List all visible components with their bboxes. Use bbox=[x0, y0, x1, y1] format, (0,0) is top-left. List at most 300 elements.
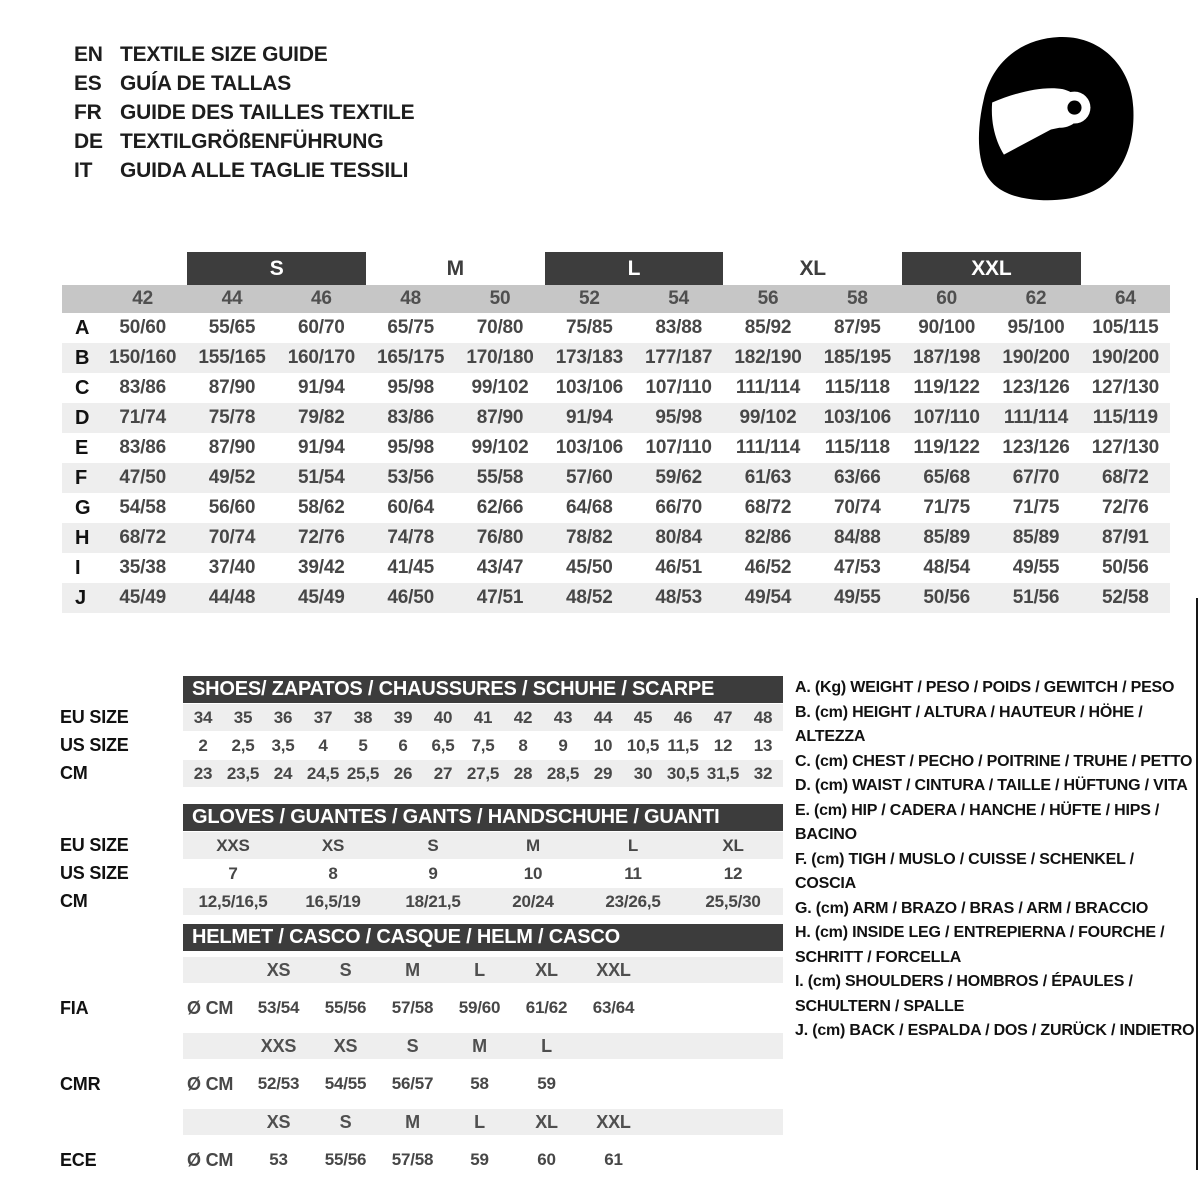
size-group-xl: XL bbox=[799, 256, 826, 280]
size-value: 190/200 bbox=[1091, 347, 1159, 368]
size-value: 28 bbox=[513, 763, 533, 783]
size-value: 56/57 bbox=[391, 1074, 434, 1093]
size-value: 37 bbox=[313, 707, 333, 727]
table-row bbox=[62, 553, 1170, 583]
table-row bbox=[60, 832, 785, 859]
size-value: 103/106 bbox=[555, 377, 623, 398]
size-value: 13 bbox=[753, 735, 773, 755]
size-value: 20/24 bbox=[512, 891, 554, 911]
row-values bbox=[183, 732, 783, 759]
row-letter: H bbox=[75, 526, 90, 549]
table-row bbox=[60, 860, 785, 887]
size-value: 10,5 bbox=[626, 735, 660, 755]
size-value: 99/102 bbox=[471, 377, 529, 398]
size-value: 187/198 bbox=[913, 347, 981, 368]
size-value: 91/94 bbox=[298, 377, 345, 398]
table-row bbox=[62, 313, 1170, 343]
size-value: XXS bbox=[216, 835, 250, 855]
size-value: 47/53 bbox=[834, 557, 881, 578]
size-number-row bbox=[62, 285, 1170, 313]
size-value: XS bbox=[321, 835, 345, 855]
size-group-xxl: XXL bbox=[902, 252, 1081, 285]
size-value: 57/60 bbox=[566, 467, 613, 488]
size-value: 52/58 bbox=[1102, 587, 1149, 608]
size-label: XXS bbox=[260, 1035, 297, 1056]
language-code: IT bbox=[74, 159, 93, 182]
size-value: 45/50 bbox=[566, 557, 613, 578]
helmet-size-table bbox=[60, 924, 785, 1180]
table-row bbox=[60, 888, 785, 915]
size-label: M bbox=[472, 1035, 487, 1056]
size-value: 31,5 bbox=[706, 763, 740, 783]
guide-title: TEXTILGRÖßENFÜHRUNG bbox=[120, 130, 384, 153]
size-value: 87/91 bbox=[1102, 527, 1149, 548]
size-value: 48/53 bbox=[655, 587, 702, 608]
row-letter: C bbox=[75, 376, 90, 399]
size-value: 48 bbox=[753, 707, 773, 727]
size-value: 185/195 bbox=[823, 347, 891, 368]
size-value: 72/76 bbox=[298, 527, 345, 548]
racing-helmet-icon bbox=[972, 30, 1140, 202]
size-value: 53/54 bbox=[257, 998, 300, 1017]
row-values bbox=[183, 1028, 783, 1064]
size-value: 95/98 bbox=[655, 407, 702, 428]
size-value: 29 bbox=[593, 763, 613, 783]
size-value: 103/106 bbox=[823, 407, 891, 428]
size-value: 38 bbox=[353, 707, 373, 727]
size-value: 24 bbox=[273, 763, 293, 783]
size-value: 115/118 bbox=[824, 437, 890, 458]
row-letter: E bbox=[75, 436, 89, 459]
size-value: 82/86 bbox=[744, 527, 792, 548]
size-value: 46/51 bbox=[655, 557, 702, 578]
row-values bbox=[183, 832, 783, 859]
size-value: 59 bbox=[537, 1074, 556, 1093]
size-value: 50/56 bbox=[1102, 557, 1149, 578]
size-value: 25,5 bbox=[346, 763, 380, 783]
size-value: 30 bbox=[633, 763, 653, 783]
size-value: 111/114 bbox=[735, 437, 801, 458]
size-value: 50/56 bbox=[923, 587, 970, 608]
size-value: 36 bbox=[273, 707, 293, 727]
size-value: 190/200 bbox=[1002, 347, 1070, 368]
standard-label: CMR bbox=[60, 1073, 101, 1094]
row-label-spacer bbox=[60, 676, 183, 703]
size-value: 48/52 bbox=[566, 587, 613, 608]
legend-text: J. (cm) BACK / ESPALDA / DOS / ZURÜCK / INDIETRO bbox=[795, 1022, 1195, 1039]
row-values bbox=[183, 1104, 783, 1140]
size-label: XS bbox=[266, 959, 291, 980]
standard-label: FIA bbox=[60, 997, 89, 1018]
size-value: 83/86 bbox=[387, 407, 434, 428]
size-value: 39/42 bbox=[298, 557, 345, 578]
size-number: 64 bbox=[1114, 288, 1136, 309]
size-value: 173/183 bbox=[555, 347, 623, 368]
size-value: 6 bbox=[398, 735, 408, 755]
size-value: 91/94 bbox=[298, 437, 345, 458]
table-row bbox=[62, 493, 1170, 523]
size-value: 177/187 bbox=[645, 347, 713, 368]
size-value: 65/75 bbox=[387, 317, 434, 338]
shoes-size-table bbox=[60, 676, 785, 788]
size-value: 44/48 bbox=[208, 587, 256, 608]
size-value: 80/84 bbox=[655, 527, 702, 548]
size-value: 58 bbox=[470, 1074, 489, 1093]
size-value: 34 bbox=[193, 707, 213, 727]
size-label: M bbox=[405, 1111, 420, 1132]
size-value: 35/38 bbox=[119, 557, 166, 578]
language-code: FR bbox=[74, 101, 102, 124]
size-value: 61 bbox=[604, 1150, 623, 1169]
guide-title: GUIDE DES TAILLES TEXTILE bbox=[120, 101, 415, 124]
size-value: 85/89 bbox=[1012, 527, 1060, 548]
size-value: 11 bbox=[624, 863, 642, 883]
legend-text: H. (cm) INSIDE LEG / ENTREPIERNA / FOURCHE / SCHRITT / FORCELLA bbox=[795, 924, 1165, 966]
size-value: 70/80 bbox=[476, 317, 524, 338]
size-value: 2,5 bbox=[231, 735, 255, 755]
table-row bbox=[62, 523, 1170, 553]
size-label: S bbox=[406, 1035, 419, 1056]
size-value: 7,5 bbox=[471, 735, 495, 755]
row-label: EU SIZE bbox=[60, 835, 129, 855]
size-value: 12 bbox=[713, 735, 733, 755]
size-value: 49/52 bbox=[208, 467, 256, 488]
size-number: 46 bbox=[310, 288, 332, 309]
size-value: 95/98 bbox=[387, 377, 434, 398]
size-value: 51/56 bbox=[1012, 587, 1060, 608]
size-number: 52 bbox=[578, 288, 600, 309]
size-value: 46/50 bbox=[387, 587, 434, 608]
size-value: 53 bbox=[269, 1150, 288, 1169]
diameter-unit-label: Ø CM bbox=[187, 1073, 234, 1094]
size-value: 47/50 bbox=[119, 467, 166, 488]
row-label-spacer bbox=[60, 1104, 183, 1140]
size-value: 123/126 bbox=[1002, 377, 1070, 398]
size-number: 50 bbox=[489, 288, 511, 309]
size-value: 53/56 bbox=[387, 467, 434, 488]
size-value: 46 bbox=[673, 707, 693, 727]
size-label: XS bbox=[266, 1111, 291, 1132]
size-value: 57/58 bbox=[391, 998, 434, 1017]
size-value: 58/62 bbox=[298, 497, 345, 518]
size-value: 43 bbox=[553, 707, 573, 727]
size-number: 54 bbox=[668, 288, 690, 309]
row-label: US SIZE bbox=[60, 863, 129, 883]
size-value: 182/190 bbox=[734, 347, 802, 368]
size-value: 85/92 bbox=[744, 317, 792, 338]
size-value: 43/47 bbox=[476, 557, 524, 578]
row-label-spacer bbox=[60, 804, 183, 831]
size-value: 37/40 bbox=[208, 557, 256, 578]
size-number: 42 bbox=[132, 288, 154, 309]
size-value: 3,5 bbox=[271, 735, 295, 755]
size-value: 87/90 bbox=[476, 407, 524, 428]
size-value: 91/94 bbox=[566, 407, 613, 428]
helmet-title-bar: HELMET / CASCO / CASQUE / HELM / CASCO bbox=[183, 924, 783, 951]
diameter-unit-label: Ø CM bbox=[187, 1149, 234, 1170]
size-value: 66/70 bbox=[655, 497, 702, 518]
size-value: 45/49 bbox=[298, 587, 345, 608]
size-value: 59 bbox=[470, 1150, 489, 1169]
size-value: 16,5/19 bbox=[305, 891, 361, 911]
size-value: 95/100 bbox=[1007, 317, 1065, 338]
legend-entry bbox=[795, 750, 1197, 775]
size-value: 49/55 bbox=[834, 587, 881, 608]
language-row bbox=[74, 40, 414, 69]
size-corner-cell bbox=[62, 285, 98, 313]
row-values bbox=[183, 1142, 783, 1178]
right-edge-rule bbox=[1196, 598, 1198, 1170]
table-row bbox=[62, 433, 1170, 463]
size-value: 59/62 bbox=[655, 467, 702, 488]
size-value: 4 bbox=[318, 735, 328, 755]
legend-text: G. (cm) ARM / BRAZO / BRAS / ARM / BRACCIO bbox=[795, 899, 1149, 917]
diameter-unit-label: Ø CM bbox=[187, 997, 234, 1018]
row-label: CM bbox=[60, 763, 88, 783]
size-value: 74/78 bbox=[387, 527, 434, 548]
size-value: 67/70 bbox=[1012, 467, 1060, 488]
size-value: 8 bbox=[328, 863, 338, 883]
size-value: 87/90 bbox=[208, 437, 256, 458]
size-value: 54/55 bbox=[324, 1074, 367, 1093]
language-row bbox=[74, 127, 414, 156]
legend-text: D. (cm) WAIST / CINTURA / TAILLE / HÜFTUNG / VITA bbox=[795, 777, 1188, 794]
row-values bbox=[183, 952, 783, 988]
size-value: 62/66 bbox=[476, 497, 524, 518]
row-values bbox=[183, 704, 783, 731]
size-value: 105/115 bbox=[1092, 317, 1159, 338]
size-value: 75/85 bbox=[566, 317, 613, 338]
size-value: 9 bbox=[558, 735, 568, 755]
size-value: 111/114 bbox=[735, 377, 801, 398]
size-value: 99/102 bbox=[471, 437, 529, 458]
helmet-size-row bbox=[60, 952, 785, 988]
size-value: 64/68 bbox=[566, 497, 613, 518]
size-value: 45/49 bbox=[119, 587, 166, 608]
size-value: 68/72 bbox=[119, 527, 166, 548]
table-row bbox=[60, 760, 785, 787]
size-value: 79/82 bbox=[298, 407, 345, 428]
standard-label: ECE bbox=[60, 1149, 97, 1170]
size-value: 57/58 bbox=[391, 1150, 434, 1169]
language-code: ES bbox=[74, 72, 102, 95]
language-row bbox=[74, 98, 414, 127]
table-row bbox=[62, 343, 1170, 373]
gloves-size-table bbox=[60, 804, 785, 916]
size-label: XL bbox=[535, 959, 558, 980]
size-value: 49/54 bbox=[744, 587, 792, 608]
size-value: 123/126 bbox=[1002, 437, 1070, 458]
size-value: 60/70 bbox=[298, 317, 345, 338]
size-value: 41 bbox=[473, 707, 493, 727]
size-value: 41/45 bbox=[387, 557, 434, 578]
measurement-legend bbox=[795, 676, 1197, 1044]
size-value: 115/119 bbox=[1092, 407, 1158, 428]
language-code: DE bbox=[74, 130, 103, 153]
size-value: 71/74 bbox=[119, 407, 166, 428]
language-row bbox=[74, 156, 414, 185]
table-row bbox=[62, 373, 1170, 403]
size-value: 2 bbox=[198, 735, 208, 755]
row-label-spacer bbox=[60, 924, 183, 951]
table-header-row bbox=[60, 924, 785, 951]
size-value: 83/86 bbox=[119, 437, 166, 458]
size-value: 48/54 bbox=[923, 557, 970, 578]
language-title-list bbox=[74, 40, 414, 185]
size-value: 42 bbox=[513, 707, 533, 727]
size-value: 47/51 bbox=[476, 587, 524, 608]
size-label: XS bbox=[333, 1035, 358, 1056]
size-value: 119/122 bbox=[913, 377, 980, 398]
shoes-title-bar: SHOES/ ZAPATOS / CHAUSSURES / SCHUHE / SCARPE bbox=[183, 676, 783, 703]
size-value: 59/60 bbox=[458, 998, 501, 1017]
helmet-value-row bbox=[60, 990, 785, 1026]
size-value: 170/180 bbox=[466, 347, 534, 368]
size-label: L bbox=[474, 959, 485, 980]
size-value: 165/175 bbox=[377, 347, 445, 368]
size-value: 45 bbox=[633, 707, 653, 727]
size-value: 78/82 bbox=[566, 527, 613, 548]
size-value: 11,5 bbox=[667, 735, 699, 755]
size-value: 25,5/30 bbox=[705, 891, 761, 911]
helmet-size-row bbox=[60, 1028, 785, 1064]
size-value: 47 bbox=[713, 707, 733, 727]
legend-text: C. (cm) CHEST / PECHO / POITRINE / TRUHE / PETTO bbox=[795, 752, 1193, 770]
size-value: 40 bbox=[433, 707, 453, 727]
legend-entry bbox=[795, 1019, 1197, 1044]
size-value: 71/75 bbox=[1012, 497, 1060, 518]
size-value: 12 bbox=[723, 863, 743, 883]
size-value: 23/26,5 bbox=[605, 891, 661, 911]
table-header-row bbox=[60, 804, 785, 831]
helmet-size-row bbox=[60, 1104, 785, 1140]
size-value: 7 bbox=[228, 863, 238, 883]
size-value: L bbox=[627, 835, 639, 855]
legend-text: F. (cm) TIGH / MUSLO / CUISSE / SCHENKEL / COSCIA bbox=[795, 850, 1134, 892]
table-row bbox=[62, 583, 1170, 613]
size-value: 52/53 bbox=[257, 1074, 300, 1093]
size-value: 24,5 bbox=[306, 763, 340, 783]
size-value: 54/58 bbox=[119, 497, 166, 518]
legend-entry bbox=[795, 701, 1197, 750]
size-value: 65/68 bbox=[923, 467, 970, 488]
size-group-header-row bbox=[62, 252, 1170, 285]
size-value: 46/52 bbox=[744, 557, 792, 578]
size-value: 127/130 bbox=[1091, 377, 1159, 398]
size-label: S bbox=[339, 959, 352, 980]
size-value: 61/63 bbox=[744, 467, 792, 488]
size-value: 150/160 bbox=[109, 347, 177, 368]
legend-text: B. (cm) HEIGHT / ALTURA / HAUTEUR / HÖHE / ALTEZZA bbox=[795, 703, 1143, 745]
row-letter: A bbox=[75, 316, 90, 339]
size-value: 70/74 bbox=[208, 527, 256, 548]
size-value: 70/74 bbox=[834, 497, 881, 518]
size-value: 68/72 bbox=[1102, 467, 1149, 488]
size-value: 28,5 bbox=[546, 763, 580, 783]
size-label: L bbox=[474, 1111, 485, 1132]
size-value: 55/65 bbox=[208, 317, 256, 338]
size-value: 85/89 bbox=[923, 527, 970, 548]
legend-entry bbox=[795, 676, 1197, 701]
guide-title: GUÍA DE TALLAS bbox=[120, 72, 292, 95]
size-value: 23,5 bbox=[226, 763, 260, 783]
size-label: L bbox=[541, 1035, 552, 1056]
size-value: 5 bbox=[358, 735, 368, 755]
size-group-l: L bbox=[545, 252, 724, 285]
legend-entry bbox=[795, 970, 1197, 1019]
size-value: 51/54 bbox=[298, 467, 345, 488]
size-value: 107/110 bbox=[645, 437, 712, 458]
size-value: 71/75 bbox=[923, 497, 970, 518]
size-value: 10 bbox=[593, 735, 613, 755]
size-value: 27,5 bbox=[466, 763, 500, 783]
size-value: 95/98 bbox=[387, 437, 434, 458]
row-label: US SIZE bbox=[60, 735, 129, 755]
row-label-spacer bbox=[60, 952, 183, 988]
row-letter: I bbox=[75, 556, 81, 579]
size-value: 61/62 bbox=[525, 998, 568, 1017]
row-letter: B bbox=[75, 346, 90, 369]
size-value: 55/58 bbox=[476, 467, 524, 488]
size-value: 63/64 bbox=[592, 998, 635, 1017]
legend-entry bbox=[795, 921, 1197, 970]
size-value: 107/110 bbox=[645, 377, 712, 398]
legend-entry bbox=[795, 848, 1197, 897]
legend-entry bbox=[795, 897, 1197, 922]
size-label: XXL bbox=[596, 1111, 631, 1132]
size-value: 35 bbox=[233, 707, 253, 727]
row-values bbox=[183, 1066, 783, 1102]
size-value: 60 bbox=[537, 1150, 556, 1169]
size-label: M bbox=[405, 959, 420, 980]
size-value: 10 bbox=[523, 863, 543, 883]
size-value: 72/76 bbox=[1102, 497, 1149, 518]
size-value: 87/95 bbox=[834, 317, 881, 338]
size-value: 63/66 bbox=[834, 467, 881, 488]
legend-entry bbox=[795, 774, 1197, 799]
size-value: 9 bbox=[428, 863, 438, 883]
size-value: 107/110 bbox=[913, 407, 980, 428]
size-value: 55/56 bbox=[324, 1150, 367, 1169]
size-value: 30,5 bbox=[666, 763, 700, 783]
size-value: XL bbox=[722, 835, 744, 855]
row-values bbox=[183, 888, 783, 915]
size-value: 83/86 bbox=[119, 377, 166, 398]
table-row bbox=[60, 704, 785, 731]
size-label: XXL bbox=[596, 959, 631, 980]
size-value: 6,5 bbox=[431, 735, 455, 755]
language-code: EN bbox=[74, 43, 103, 66]
row-values bbox=[183, 990, 783, 1026]
table-row bbox=[62, 403, 1170, 433]
row-values bbox=[183, 760, 783, 787]
size-value: 155/165 bbox=[198, 347, 266, 368]
size-number: 56 bbox=[757, 288, 779, 309]
language-row bbox=[74, 69, 414, 98]
row-label: EU SIZE bbox=[60, 707, 129, 727]
row-letter: G bbox=[75, 496, 91, 519]
size-label: XL bbox=[535, 1111, 558, 1132]
row-letter: D bbox=[75, 406, 90, 429]
table-row bbox=[62, 463, 1170, 493]
size-value: 12,5/16,5 bbox=[198, 891, 268, 911]
size-value: 160/170 bbox=[287, 347, 355, 368]
size-number: 58 bbox=[846, 288, 868, 309]
size-value: 75/78 bbox=[208, 407, 256, 428]
size-value: 115/118 bbox=[824, 377, 890, 398]
size-value: 119/122 bbox=[913, 437, 980, 458]
size-value: 84/88 bbox=[834, 527, 881, 548]
